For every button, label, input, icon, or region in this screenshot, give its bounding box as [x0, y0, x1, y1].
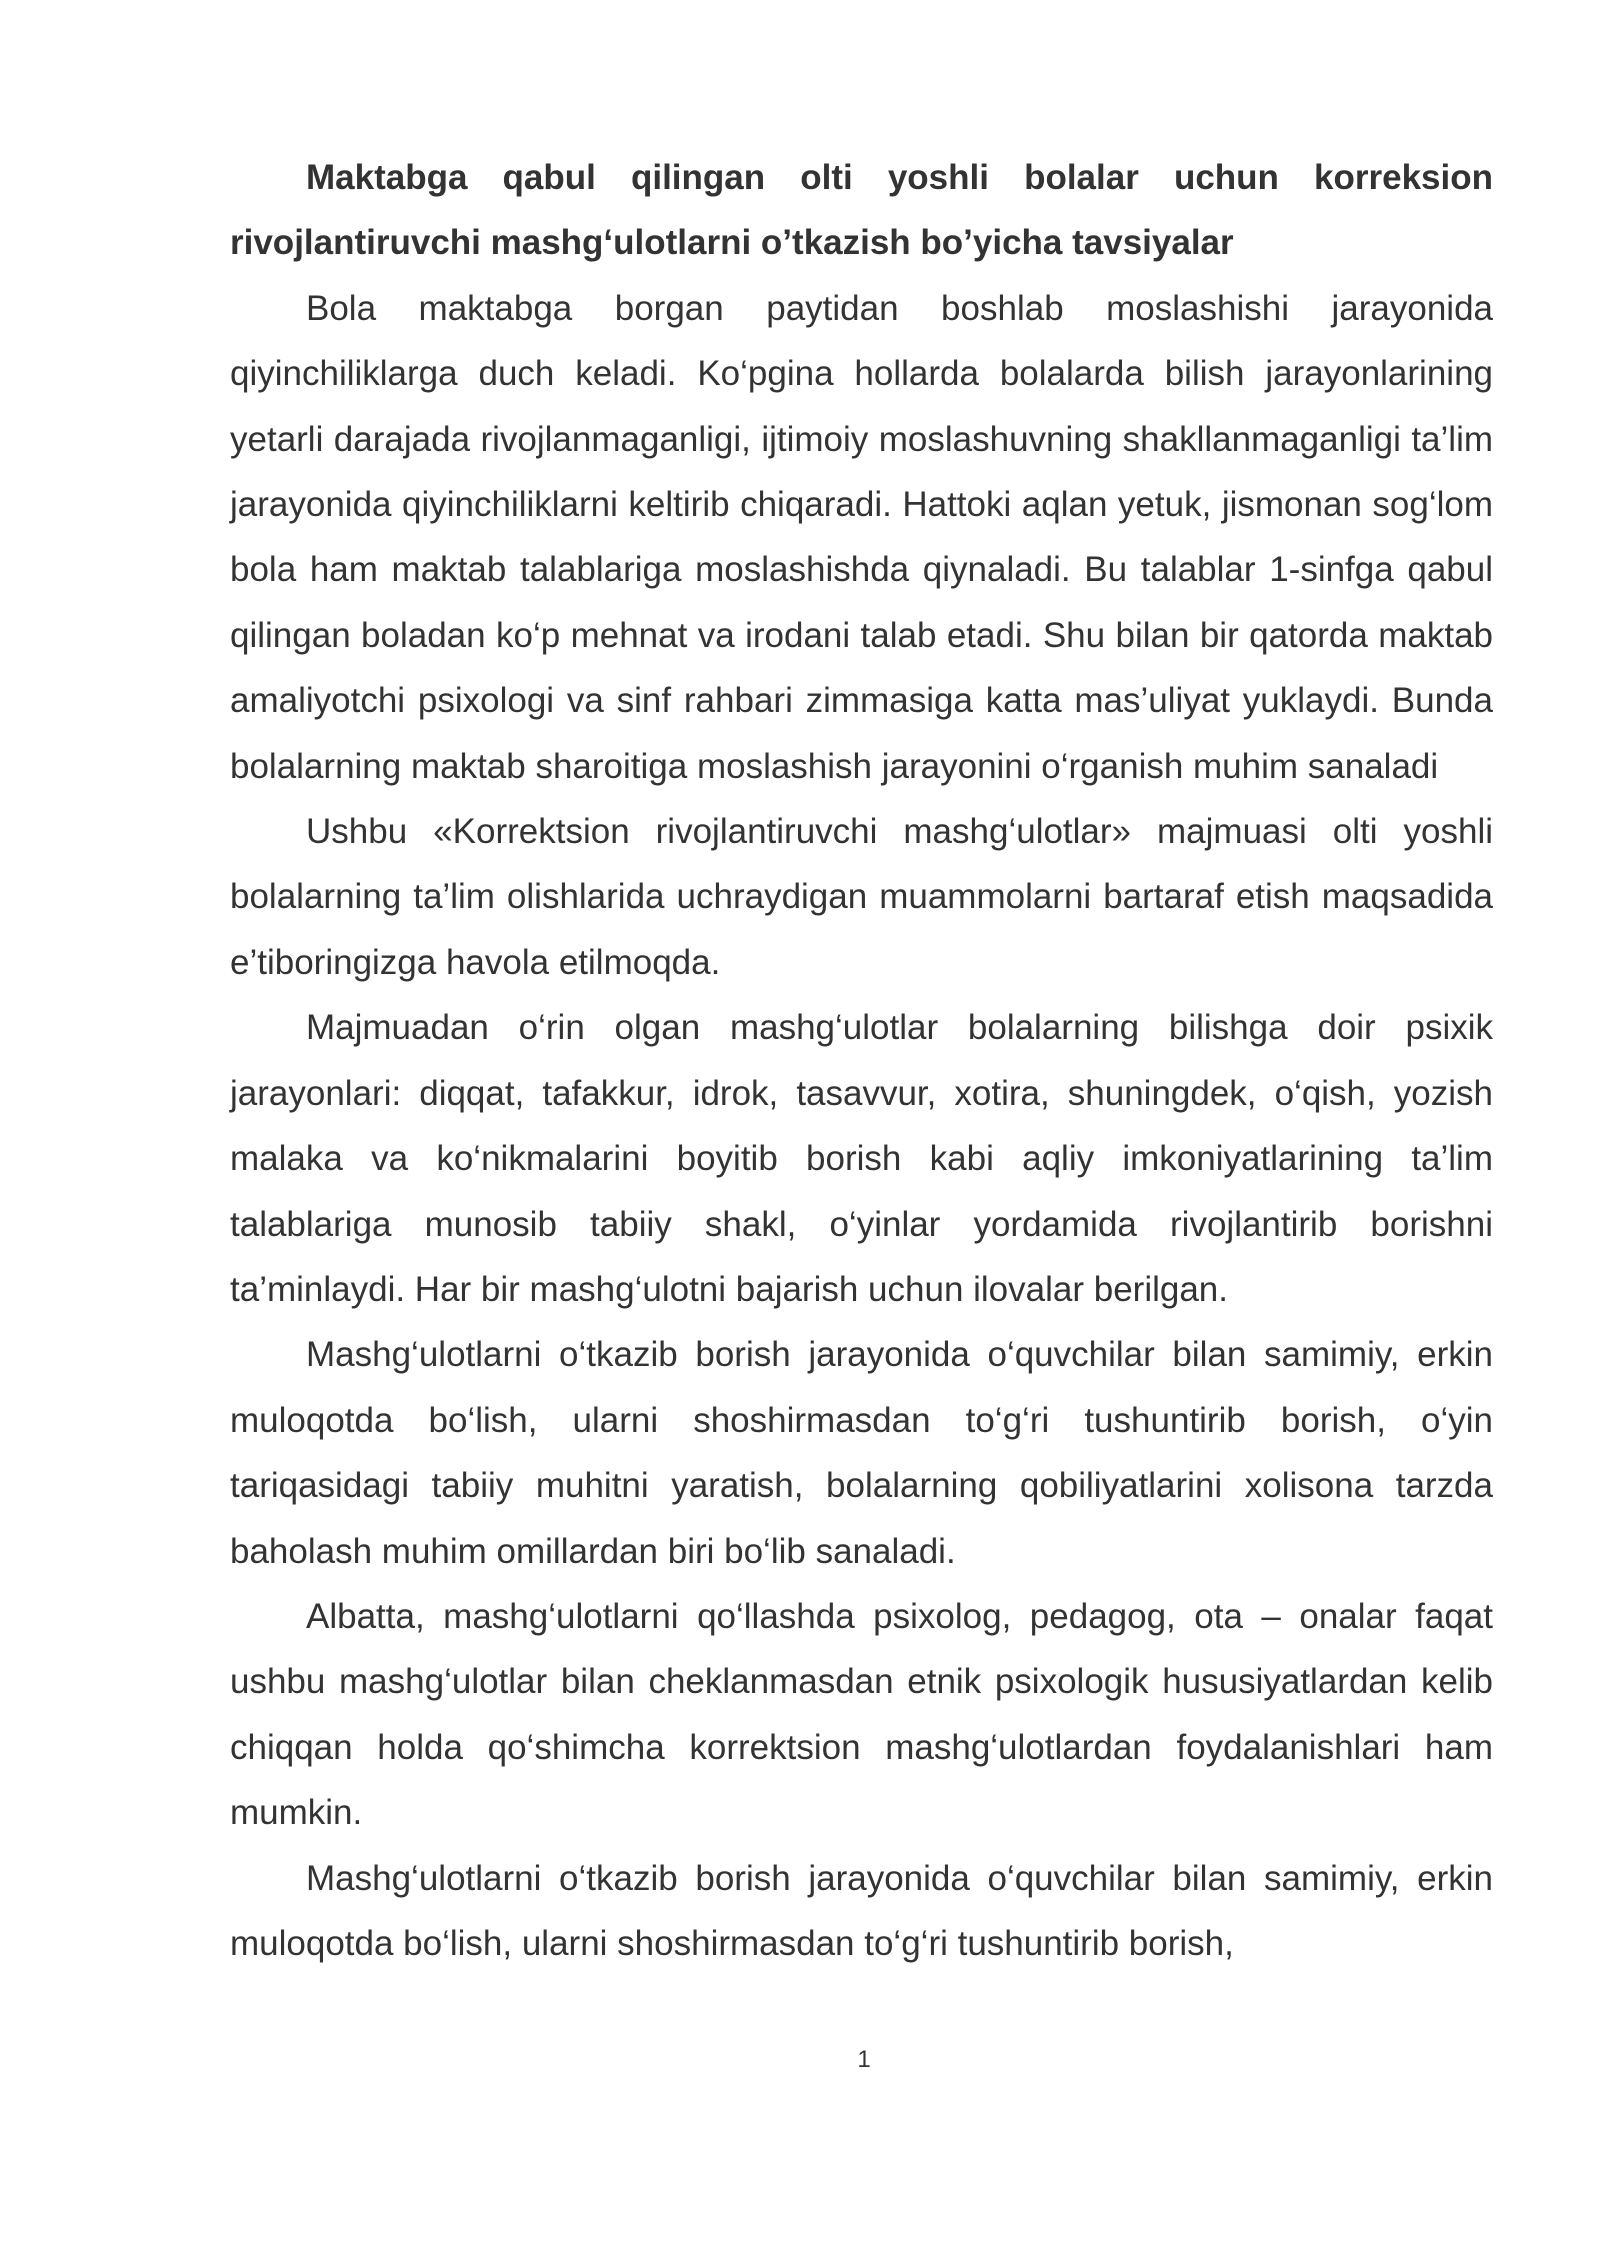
document-body	[230, 145, 1493, 1976]
paragraph-4: Mashg‘ulotlarni o‘tkazib borish jarayonida o‘quvchilar bilan samimiy, erkin muloqotda bo‘lish, ularni shoshirmasdan to‘g‘ri tushuntirib borish, o‘yin tariqasidagi tabiiy muhitni yaratish, bolalarning qobiliyatlarini xolisona tarzda baholash muhim omillardan biri bo‘lib sanaladi.	[230, 1335, 1493, 1571]
paragraph-2: Ushbu «Korrektsion rivojlantiruvchi mashg‘ulotlar» majmuasi olti yoshli bolalarning ta’lim olishlarida uchraydigan muammolarni bartaraf etish maqsadida e’tiboringizga havola etilmoqda.	[230, 812, 1493, 982]
paragraph-6: Mashg‘ulotlarni o‘tkazib borish jarayonida o‘quvchilar bilan samimiy, erkin muloqotda bo‘lish, ularni shoshirmasdan to‘g‘ri tushuntirib borish,	[230, 1858, 1493, 1963]
page-number: 1	[857, 2046, 871, 2073]
document-title: Maktabga qabul qilingan olti yoshli bolalar uchun korreksion rivojlantiruvchi mashg‘ulotlarni o’tkazish bo’yicha tavsiyalar	[230, 158, 1493, 263]
paragraph-5: Albatta, mashg‘ulotlarni qo‘llashda psixolog, pedagog, ota – onalar faqat ushbu mashg‘ulotlar bilan cheklanmasdan etnik psixologik hususiyatlardan kelib chiqqan holda qo‘shimcha korrektsion mashg‘ulotlardan foydalanishlari ham mumkin.	[230, 1596, 1493, 1833]
paragraph-3: Majmuadan o‘rin olgan mashg‘ulotlar bolalarning bilishga doir psixik jarayonlari: diqqat, tafakkur, idrok, tasavvur, xotira, shuningdek, o‘qish, yozish malaka va ko‘nikmalarini boyitib borish kabi aqliy imkoniyatlarining ta’lim talablariga munosib tabiiy shakl, o‘yinlar yordamida rivojlantirib borishni ta’minlaydi. Har bir mashg‘ulotni bajarish uchun ilovalar berilgan.	[230, 1008, 1493, 1309]
paragraph-1: Bola maktabga borgan paytidan boshlab moslashishi jarayonida qiyinchiliklarga duch keladi. Ko‘pgina hollarda bolalarda bilish jarayonlarining yetarli darajada rivojlanmaganligi, ijtimoiy moslashuvning shakllanmaganligi ta’lim jarayonida qiyinchiliklarni keltirib chiqaradi. Hattoki aqlan yetuk, jismonan sog‘lom bola ham maktab talablariga moslashishda qiynaladi. Bu talablar 1-sinfga qabul qilingan boladan ko‘p mehnat va irodani talab etadi. Shu bilan bir qatorda maktab amaliyotchi psixologi va sinf rahbari zimmasiga katta mas’uliyat yuklaydi. Bunda bolalarning maktab sharoitiga moslashish jarayonini o‘rganish muhim sanaladi	[230, 288, 1493, 786]
